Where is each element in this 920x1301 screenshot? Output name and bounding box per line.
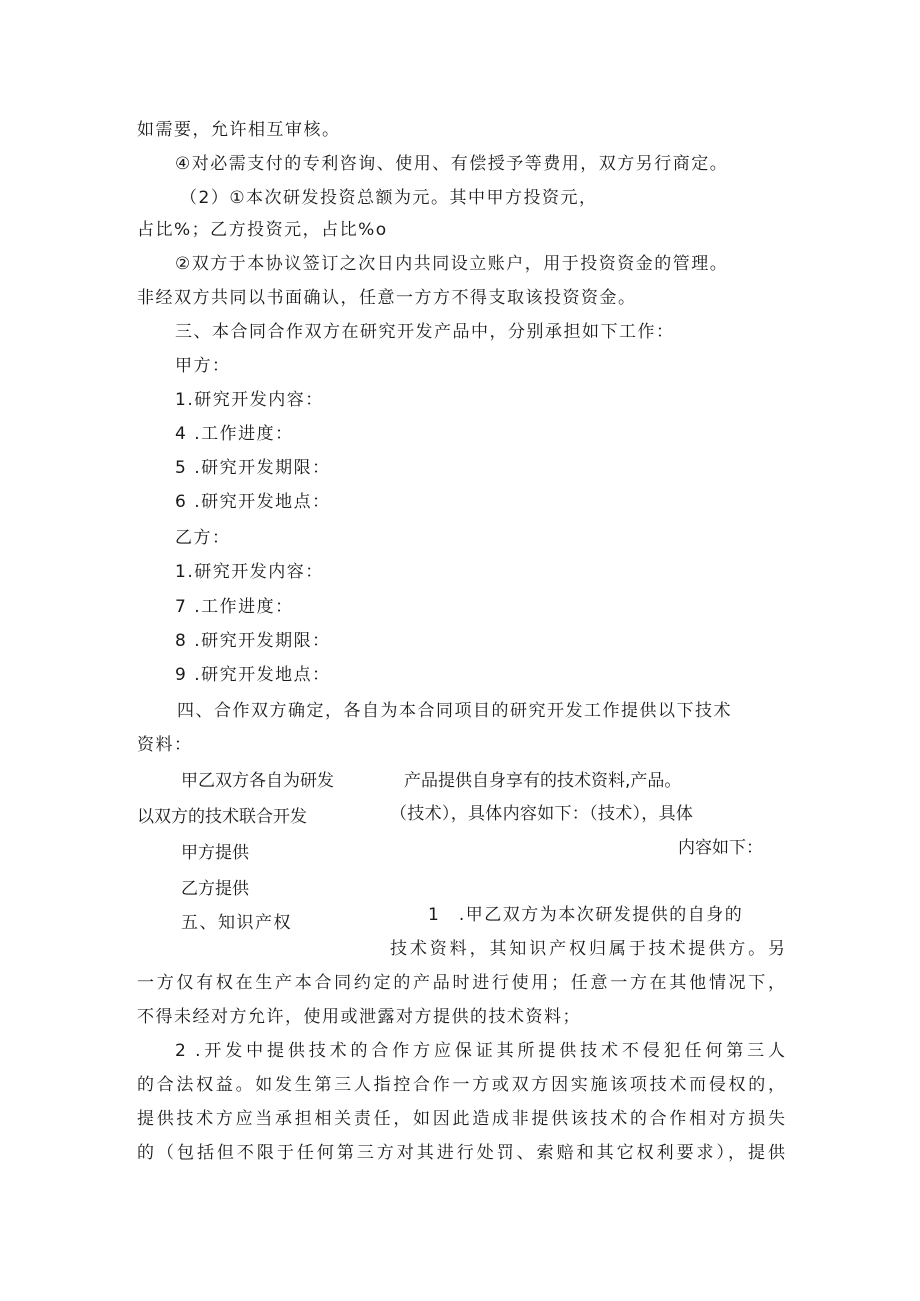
text-line: 资料： [137, 735, 193, 755]
text-line: 如需要，允许相互审核。 [137, 120, 341, 140]
list-item: 6 .研究开发地点： [175, 492, 331, 512]
text-line: 占比%；乙方投资元，占比%o [137, 220, 388, 240]
list-item: 1.研究开发内容： [175, 562, 324, 582]
text-line: 技术资料，其知识产权归属于技术提供方。另 [390, 939, 785, 959]
text-line: 乙方提供 [181, 879, 249, 899]
list-item: 4 .工作进度： [175, 424, 294, 444]
text-line: 提供技术方应当承担相关责任，如因此造成非提供该技术的合作相对方损失 [137, 1109, 785, 1129]
text-line: （技术），具体内容如下：（技术），具体 [390, 804, 694, 824]
list-item: 9 .研究开发地点： [175, 665, 331, 685]
text-line: 甲乙双方各自为研发 [181, 771, 334, 791]
text-line: 的合法权益。如发生第三人指控合作一方或双方因实施该项技术而侵权的， [137, 1075, 785, 1095]
list-item: 7 .工作进度： [175, 597, 294, 617]
text-line: ②双方于本协议签订之次日内共同设立账户，用于投资资金的管理。 [175, 254, 729, 274]
text-line: 甲方提供 [181, 843, 249, 863]
list-item: 8 .研究开发期限： [175, 631, 331, 651]
text-line: （2）①本次研发投资总额为元。其中甲方投资元， [180, 188, 598, 208]
party-a-label: 甲方： [175, 356, 231, 376]
text-line: ④对必需支付的专利咨询、使用、有偿授予等费用，双方另行商定。 [175, 154, 729, 174]
section-heading: 五、知识产权 [181, 913, 292, 933]
section-heading: 三、本合同合作双方在研究开发产品中，分别承担如下工作： [175, 322, 675, 342]
text-line: 的（包括但不限于任何第三方对其进行处罚、索赔和其它权利要求），提供 [137, 1143, 785, 1163]
list-item: 2 .开发中提供技术的合作方应保证其所提供技术不侵犯任何第三人 [175, 1041, 785, 1061]
text-line: 一方仅有权在生产本合同约定的产品时进行使用；任意一方在其他情况下， [137, 973, 785, 993]
list-item: 5 .研究开发期限： [175, 458, 331, 478]
text-line: 内容如下： [678, 838, 763, 858]
section-heading: 四、合作双方确定，各自为本合同项目的研究开发工作提供以下技术 [177, 701, 732, 721]
list-item: 1 .甲乙双方为本次研发提供的自身的 [428, 905, 744, 925]
text-line: 非经双方共同以书面确认，任意一方方不得支取该投资资金。 [137, 288, 637, 308]
text-line: 不得未经对方允许，使用或泄露对方提供的技术资料； [137, 1007, 581, 1027]
list-item: 1.研究开发内容： [175, 390, 324, 410]
text-line: 以双方的技术联合开发 [137, 807, 307, 827]
text-line: 产品提供自身享有的技术资料,产品。 [404, 771, 682, 791]
party-b-label: 乙方： [175, 528, 231, 548]
